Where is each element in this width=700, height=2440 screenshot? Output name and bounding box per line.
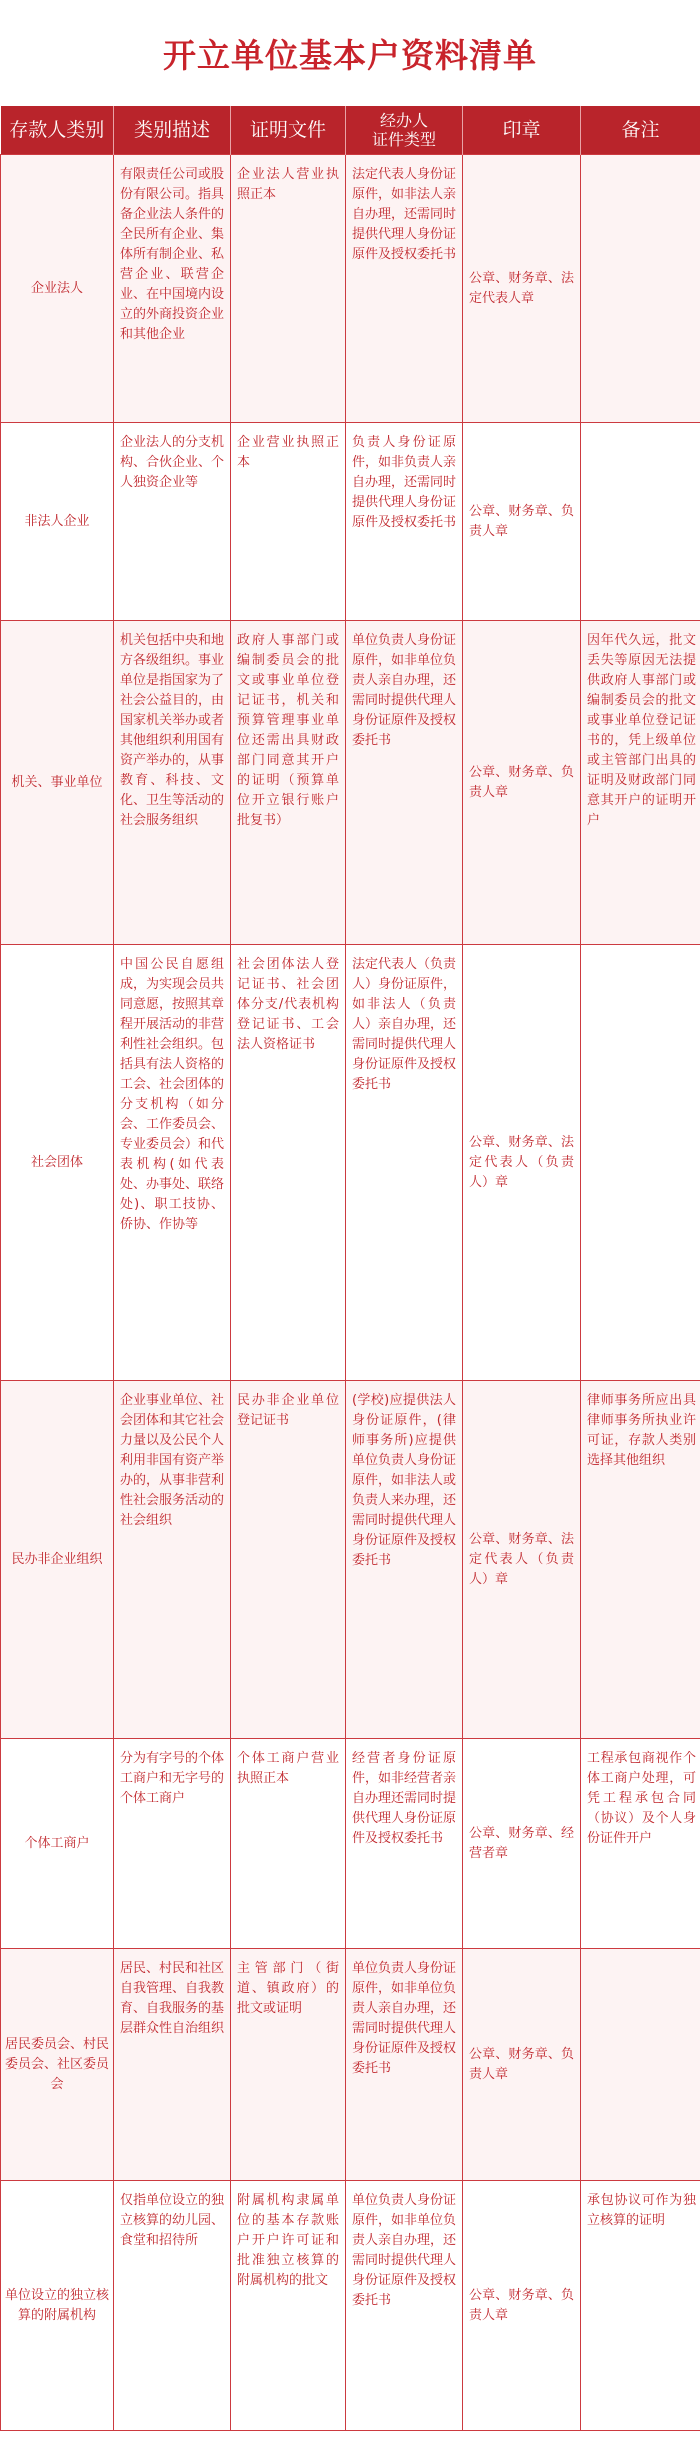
cell-description: 仅指单位设立的独立核算的幼儿园、食堂和招待所	[114, 2181, 231, 2431]
requirements-table	[0, 106, 700, 2431]
table-row	[1, 1739, 700, 1949]
cell-seals: 公章、财务章、法定代表人章	[463, 155, 581, 423]
cell-seals: 公章、财务章、负责人章	[463, 621, 581, 945]
cell-category: 社会团体	[1, 945, 114, 1381]
cell-seals: 公章、财务章、法定代表人（负责人）章	[463, 1381, 581, 1739]
cell-remarks: 因年代久远，批文丢失等原因无法提供政府人事部门或编制委员会的批文或事业单位登记证书的，凭上级单位或主管部门出具的证明及财政部门同意其开户的证明开户	[581, 621, 700, 945]
cell-remarks	[581, 423, 700, 621]
table-header-row	[1, 106, 700, 155]
cell-documents: 企业营业执照正本	[231, 423, 346, 621]
cell-documents: 政府人事部门或编制委员会的批文或事业单位登记证书，机关和预算管理事业单位还需出具财政部门同意其开户的证明（预算单位开立银行账户批复书）	[231, 621, 346, 945]
cell-documents: 主管部门（街道、镇政府）的批文或证明	[231, 1949, 346, 2181]
page-title: 开立单位基本户资料清单	[163, 35, 537, 75]
cell-seals: 公章、财务章、负责人章	[463, 2181, 581, 2431]
table-row	[1, 1381, 700, 1739]
table-row	[1, 423, 700, 621]
header-remarks: 备注	[581, 106, 700, 155]
cell-category: 企业法人	[1, 155, 114, 423]
cell-description: 机关包括中央和地方各级组织。事业单位是指国家为了社会公益目的，由国家机关举办或者其他组织利用国有资产举办的，从事教育、科技、文化、卫生等活动的社会服务组织	[114, 621, 231, 945]
cell-documents: 企业法人营业执照正本	[231, 155, 346, 423]
cell-seals: 公章、财务章、负责人章	[463, 423, 581, 621]
cell-documents: 个体工商户营业执照正本	[231, 1739, 346, 1949]
table-row	[1, 2181, 700, 2431]
cell-remarks: 律师事务所应出具律师事务所执业许可证，存款人类别选择其他组织	[581, 1381, 700, 1739]
cell-documents: 民办非企业单位登记证书	[231, 1381, 346, 1739]
cell-id-type: 法定代表人（负责人）身份证原件，如非法人（负责人）亲自办理，还需同时提供代理人身份证原件及授权委托书	[346, 945, 463, 1381]
cell-seals: 公章、财务章、负责人章	[463, 1949, 581, 2181]
cell-category: 个体工商户	[1, 1739, 114, 1949]
table-row	[1, 621, 700, 945]
header-description: 类别描述	[114, 106, 231, 155]
cell-id-type: 单位负责人身份证原件，如非单位负责人亲自办理，还需同时提供代理人身份证原件及授权委托书	[346, 2181, 463, 2431]
header-seals: 印章	[463, 106, 581, 155]
cell-category: 单位设立的独立核算的附属机构	[1, 2181, 114, 2431]
cell-description: 居民、村民和社区自我管理、自我教育、自我服务的基层群众性自治组织	[114, 1949, 231, 2181]
title-bar	[0, 0, 700, 106]
cell-remarks: 承包协议可作为独立核算的证明	[581, 2181, 700, 2431]
cell-category: 居民委员会、村民委员会、社区委员会	[1, 1949, 114, 2181]
cell-description: 分为有字号的个体工商户和无字号的个体工商户	[114, 1739, 231, 1949]
cell-id-type: 单位负责人身份证原件，如非单位负责人亲自办理，还需同时提供代理人身份证原件及授权委托书	[346, 621, 463, 945]
cell-documents: 社会团体法人登记证书、社会团体分支/代表机构登记证书、工会法人资格证书	[231, 945, 346, 1381]
table-row	[1, 1949, 700, 2181]
cell-category: 民办非企业组织	[1, 1381, 114, 1739]
table-row	[1, 945, 700, 1381]
cell-id-type: 法定代表人身份证原件，如非法人亲自办理，还需同时提供代理人身份证原件及授权委托书	[346, 155, 463, 423]
cell-remarks	[581, 155, 700, 423]
header-category: 存款人类别	[1, 106, 114, 155]
cell-id-type: 单位负责人身份证原件，如非单位负责人亲自办理，还需同时提供代理人身份证原件及授权委托书	[346, 1949, 463, 2181]
cell-description: 企业事业单位、社会团体和其它社会力量以及公民个人利用非国有资产举办的，从事非营利性社会服务活动的社会组织	[114, 1381, 231, 1739]
cell-description: 企业法人的分支机构、合伙企业、个人独资企业等	[114, 423, 231, 621]
cell-category: 机关、事业单位	[1, 621, 114, 945]
cell-seals: 公章、财务章、法定代表人（负责人）章	[463, 945, 581, 1381]
cell-category: 非法人企业	[1, 423, 114, 621]
cell-seals: 公章、财务章、经营者章	[463, 1739, 581, 1949]
header-documents: 证明文件	[231, 106, 346, 155]
cell-description: 有限责任公司或股份有限公司。指具备企业法人条件的全民所有企业、集体所有制企业、私营企业、联营企业、在中国境内设立的外商投资企业和其他企业	[114, 155, 231, 423]
cell-id-type: 经营者身份证原件，如非经营者亲自办理还需同时提供代理人身份证原件及授权委托书	[346, 1739, 463, 1949]
header-id-type: 经办人 证件类型	[346, 106, 463, 155]
cell-id-type: 负责人身份证原件，如非负责人亲自办理，还需同时提供代理人身份证原件及授权委托书	[346, 423, 463, 621]
cell-documents: 附属机构隶属单位的基本存款账户开户许可证和批准独立核算的附属机构的批文	[231, 2181, 346, 2431]
cell-description: 中国公民自愿组成，为实现会员共同意愿，按照其章程开展活动的非营利性社会组织。包括具有法人资格的工会、社会团体的分支机构（如分会、工作委员会、专业委员会）和代表机构(如代表处、办事处、联络处)、职工技协、侨协、作协等	[114, 945, 231, 1381]
cell-remarks: 工程承包商视作个体工商户处理，可凭工程承包合同（协议）及个人身份证件开户	[581, 1739, 700, 1949]
table-row	[1, 155, 700, 423]
cell-remarks	[581, 945, 700, 1381]
cell-remarks	[581, 1949, 700, 2181]
cell-id-type: (学校)应提供法人身份证原件，(律师事务所)应提供单位负责人身份证原件，如非法人或负责人来办理，还需同时提供代理人身份证原件及授权委托书	[346, 1381, 463, 1739]
